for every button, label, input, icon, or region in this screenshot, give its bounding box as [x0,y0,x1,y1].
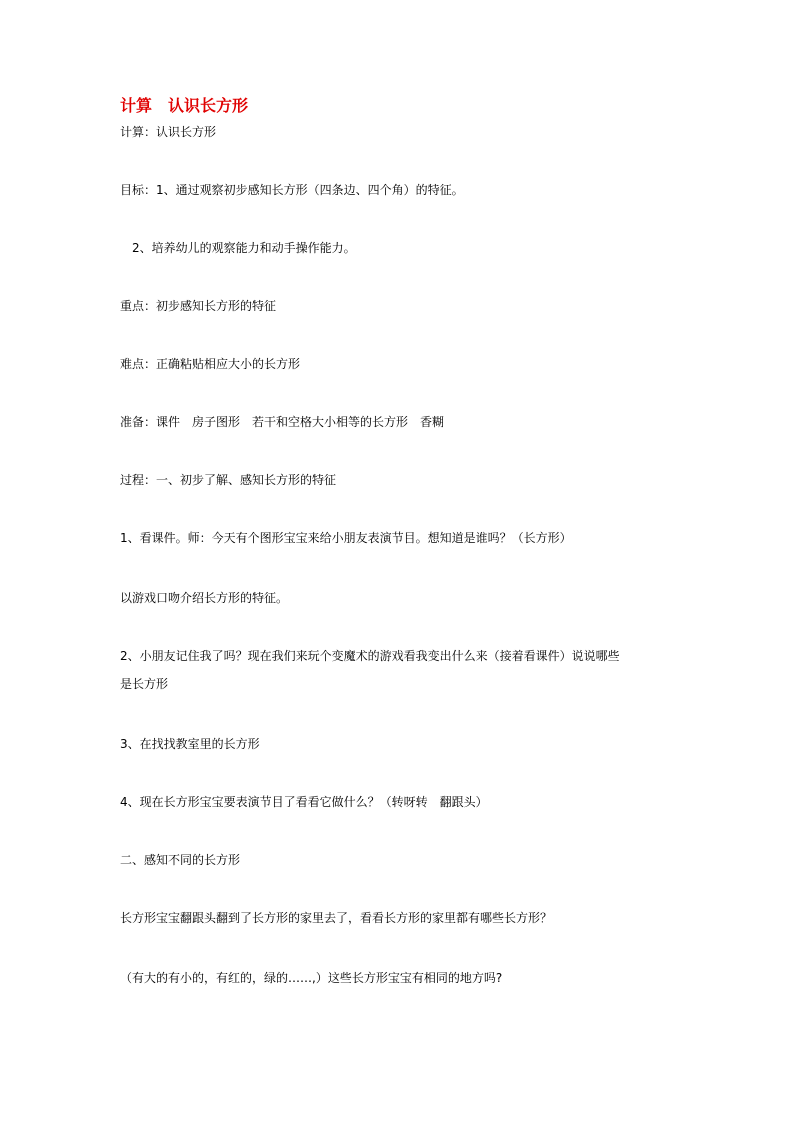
subtitle-line: 计算：认识长方形 [120,125,217,139]
step-1-line: 1、看课件。师：今天有个图形宝宝来给小朋友表演节目。想知道是谁吗？（长方形） [120,531,572,545]
section-2-line-2: （有大的有小的，有红的，绿的……,）这些长方形宝宝有相同的地方吗? [120,971,503,985]
step-3-line: 3、在找找教室里的长方形 [120,737,260,751]
step-1-detail: 以游戏口吻介绍长方形的特征。 [120,591,289,605]
preparation-line: 准备：课件 房子图形 若干和空格大小相等的长方形 香糊 [120,415,445,429]
section-2-line-1: 长方形宝宝翻跟头翻到了长方形的家里去了，看看长方形的家里都有哪些长方形？ [120,911,553,925]
process-heading-2: 二、感知不同的长方形 [120,853,241,867]
goal-line-2: 2、培养幼儿的观察能力和动手操作能力。 [120,241,356,255]
step-4-line: 4、现在长方形宝宝要表演节目了看看它做什么？（转呀转 翻跟头） [120,795,488,809]
goal-line-1: 目标：1、通过观察初步感知长方形（四条边、四个角）的特征。 [120,183,464,197]
step-2-line: 2、小朋友记住我了吗？现在我们来玩个变魔术的游戏看我变出什么来（接着看课件）说说哪些 [120,649,620,663]
difficulty-line: 难点：正确粘贴相应大小的长方形 [120,357,301,371]
process-heading-1: 过程：一、初步了解、感知长方形的特征 [120,473,337,487]
step-2-continued: 是长方形 [120,677,169,691]
key-point-line: 重点：初步感知长方形的特征 [120,299,277,313]
document-title: 计算 认识长方形 [120,96,249,115]
